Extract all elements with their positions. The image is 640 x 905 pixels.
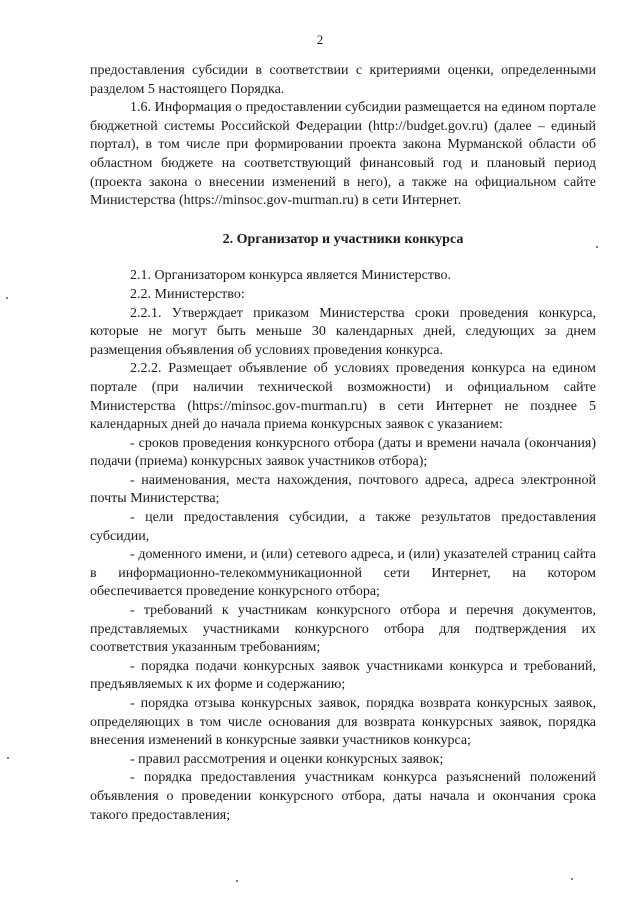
list-item: - цели предоставления субсидии, а также результатов предоставления субсидии,	[90, 510, 596, 544]
scan-speck	[6, 297, 8, 299]
scan-speck	[571, 878, 573, 880]
list-item: - правил рассмотрения и оценки конкурсных заявок;	[130, 751, 444, 767]
list-item: - порядка отзыва конкурсных заявок, порядка возврата конкурсных заявок, определяющих в том числе основания для возврата конкурсных заявок, порядка внесения изменений в конкурсные заявки участников конкурса;	[90, 696, 596, 749]
section-2-heading: 2. Организатор и участники конкурса	[222, 231, 464, 247]
list-item: - порядка предоставления участникам конкурса разъяснений положений объявления о проведении конкурсного отбора, даты начала и окончания срока такого предоставления;	[90, 770, 596, 823]
paragraph-2-2: 2.2. Министерство:	[130, 286, 245, 302]
scan-speck	[596, 246, 598, 248]
paragraph-1-6: 1.6. Информация о предоставлении субсидии размещается на едином портале бюджетной системы Российской Федерации (http://budget.gov.ru) (далее – единый портал), в том числе при формировании проекта закона Мурманской области об областном бюджете на соответствующий финансовый год и плановый период (проекта закона о внесении изменений в него), а также на официальном сайте Министерства (https://minsoc.gov-murman.ru) в сети Интернет.	[90, 100, 596, 209]
scan-speck	[236, 880, 238, 882]
paragraph-continuation: предоставления субсидии в соответствии с критериями оценки, определенными разделом 5 настоящего Порядка.	[90, 63, 596, 97]
document-body	[90, 62, 596, 825]
list-item: - требований к участникам конкурсного отбора и перечня документов, представляемых участниками конкурсного отбора для подтверждения их соответствия указанным требованиям;	[90, 603, 596, 656]
paragraph-2-2-2: 2.2.2. Размещает объявление об условиях проведения конкурса на едином портале (при наличии технической возможности) и официальном сайте Министерства (https://minsoc.gov-murman.ru) в сети Интернет не позднее 5 календарных дней до начала приема конкурсных заявок с указанием:	[90, 361, 596, 433]
paragraph-2-1: 2.1. Организатором конкурса является Министерство.	[130, 268, 452, 284]
page-number: 2	[316, 32, 324, 47]
scan-speck	[7, 757, 9, 759]
list-item: - порядка подачи конкурсных заявок участниками конкурса и требований, предъявляемых к их форме и содержанию;	[90, 658, 596, 693]
list-item: - доменного имени, и (или) сетевого адреса, и (или) указателей страниц сайта в информационно-телекоммуникационной сети Интернет, на котором обеспечивается проведение конкурсного отбора;	[90, 547, 596, 600]
list-item: - наименования, места нахождения, почтового адреса, адреса электронной почты Министерства;	[90, 472, 596, 507]
paragraph-2-2-1: 2.2.1. Утверждает приказом Министерства сроки проведения конкурса, которые не могут быть меньше 30 календарных дней, следующих за днем размещения объявления об условиях проведения конкурса.	[90, 305, 596, 358]
list-item: - сроков проведения конкурсного отбора (даты и времени начала (окончания) подачи (приема) конкурсных заявок участников отбора);	[90, 435, 596, 470]
